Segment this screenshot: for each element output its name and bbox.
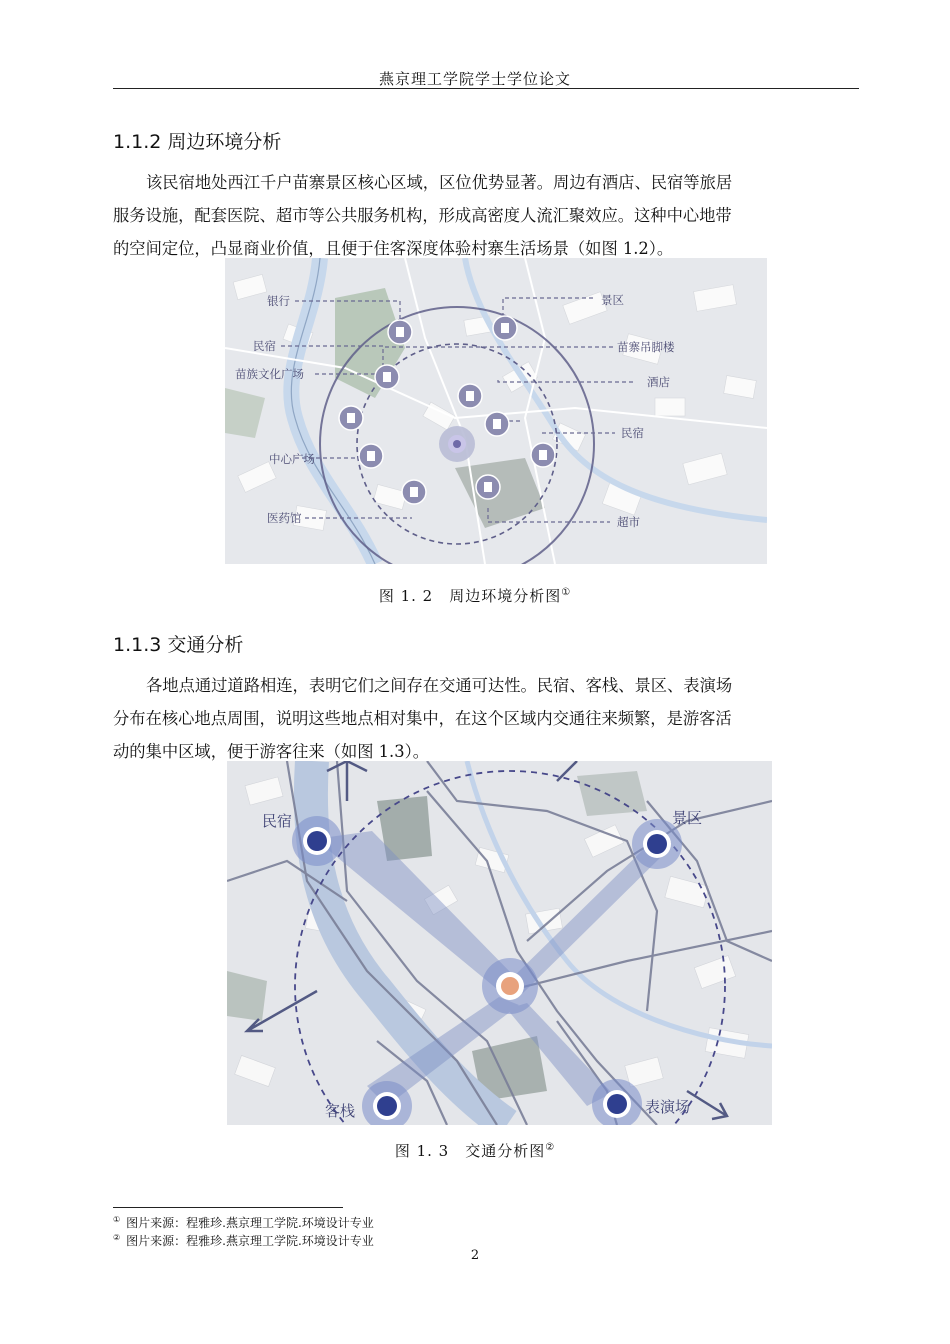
footnote-mark: ② [113, 1233, 121, 1242]
paragraph-line: 各地点通过道路相连，表明它们之间存在交通可达性。民宿、客栈、景区、表演场 [146, 676, 733, 695]
footnote-rule [113, 1207, 343, 1208]
paragraph-line: 的空间定位，凸显商业价值，且便于住客深度体验村寨生活场景（如图 1.2）。 [113, 239, 674, 258]
paragraph-line: 分布在核心地点周围，说明这些地点相对集中，在这个区域内交通往来频繁，是游客活 [113, 709, 732, 728]
label-homestay-left: 民宿 [253, 339, 276, 353]
running-header: 燕京理工学院学士学位论文 [378, 70, 571, 88]
label-scenic-area: 景区 [672, 809, 703, 827]
label-hotel: 酒店 [647, 375, 670, 389]
header-rule [113, 88, 859, 89]
caption-footnote-mark[interactable]: ② [545, 1142, 556, 1153]
label-scenic-area: 景区 [601, 293, 624, 307]
label-homestay-right: 民宿 [621, 426, 644, 440]
paragraph-line: 该民宿地处西江千户苗寨景区核心区域，区位优势显著。周边有酒店、民宿等旅居 [146, 173, 733, 192]
label-homestay: 民宿 [262, 812, 293, 830]
footnote-1 [113, 1214, 374, 1231]
label-miao-culture-square: 苗族文化广场 [235, 367, 304, 381]
paragraph-line: 服务设施，配套医院、超市等公共服务机构，形成高密度人流汇聚效应。这种中心地带 [113, 206, 732, 225]
page-number: 2 [470, 1248, 480, 1263]
figure-traffic-map [227, 761, 772, 1125]
figure-caption-1-3 [0, 1140, 950, 1161]
footnote-text: 图片来源：程雅珍.燕京理工学院.环境设计专业 [126, 1216, 374, 1230]
paragraph-1-1-2 [113, 166, 861, 265]
footnote-mark: ① [113, 1215, 121, 1224]
caption-footnote-mark[interactable]: ① [561, 587, 572, 598]
label-supermarket: 超市 [617, 515, 640, 529]
footnote-text: 图片来源：程雅珍.燕京理工学院.环境设计专业 [126, 1234, 374, 1248]
section-heading-1-1-2: 1.1.2 周边环境分析 [113, 131, 282, 153]
caption-text: 图 1. 3 交通分析图 [394, 1142, 546, 1160]
label-inn: 客栈 [325, 1102, 356, 1120]
label-performance-venue: 表演场 [645, 1098, 691, 1116]
label-central-square: 中心广场 [269, 452, 315, 466]
label-bank: 银行 [267, 294, 290, 308]
caption-text: 图 1. 2 周边环境分析图 [378, 587, 562, 605]
figure-caption-1-2 [0, 585, 950, 606]
paragraph-1-1-3 [113, 669, 861, 768]
paragraph-line: 动的集中区域，便于游客往来（如图 1.3）。 [113, 742, 429, 761]
section-heading-1-1-3: 1.1.3 交通分析 [113, 634, 244, 656]
figure-surroundings-map [225, 258, 767, 564]
footnote-2 [113, 1232, 374, 1249]
label-stilt-houses: 苗寨吊脚楼 [617, 340, 675, 354]
label-pharmacy: 医药馆 [267, 511, 302, 525]
